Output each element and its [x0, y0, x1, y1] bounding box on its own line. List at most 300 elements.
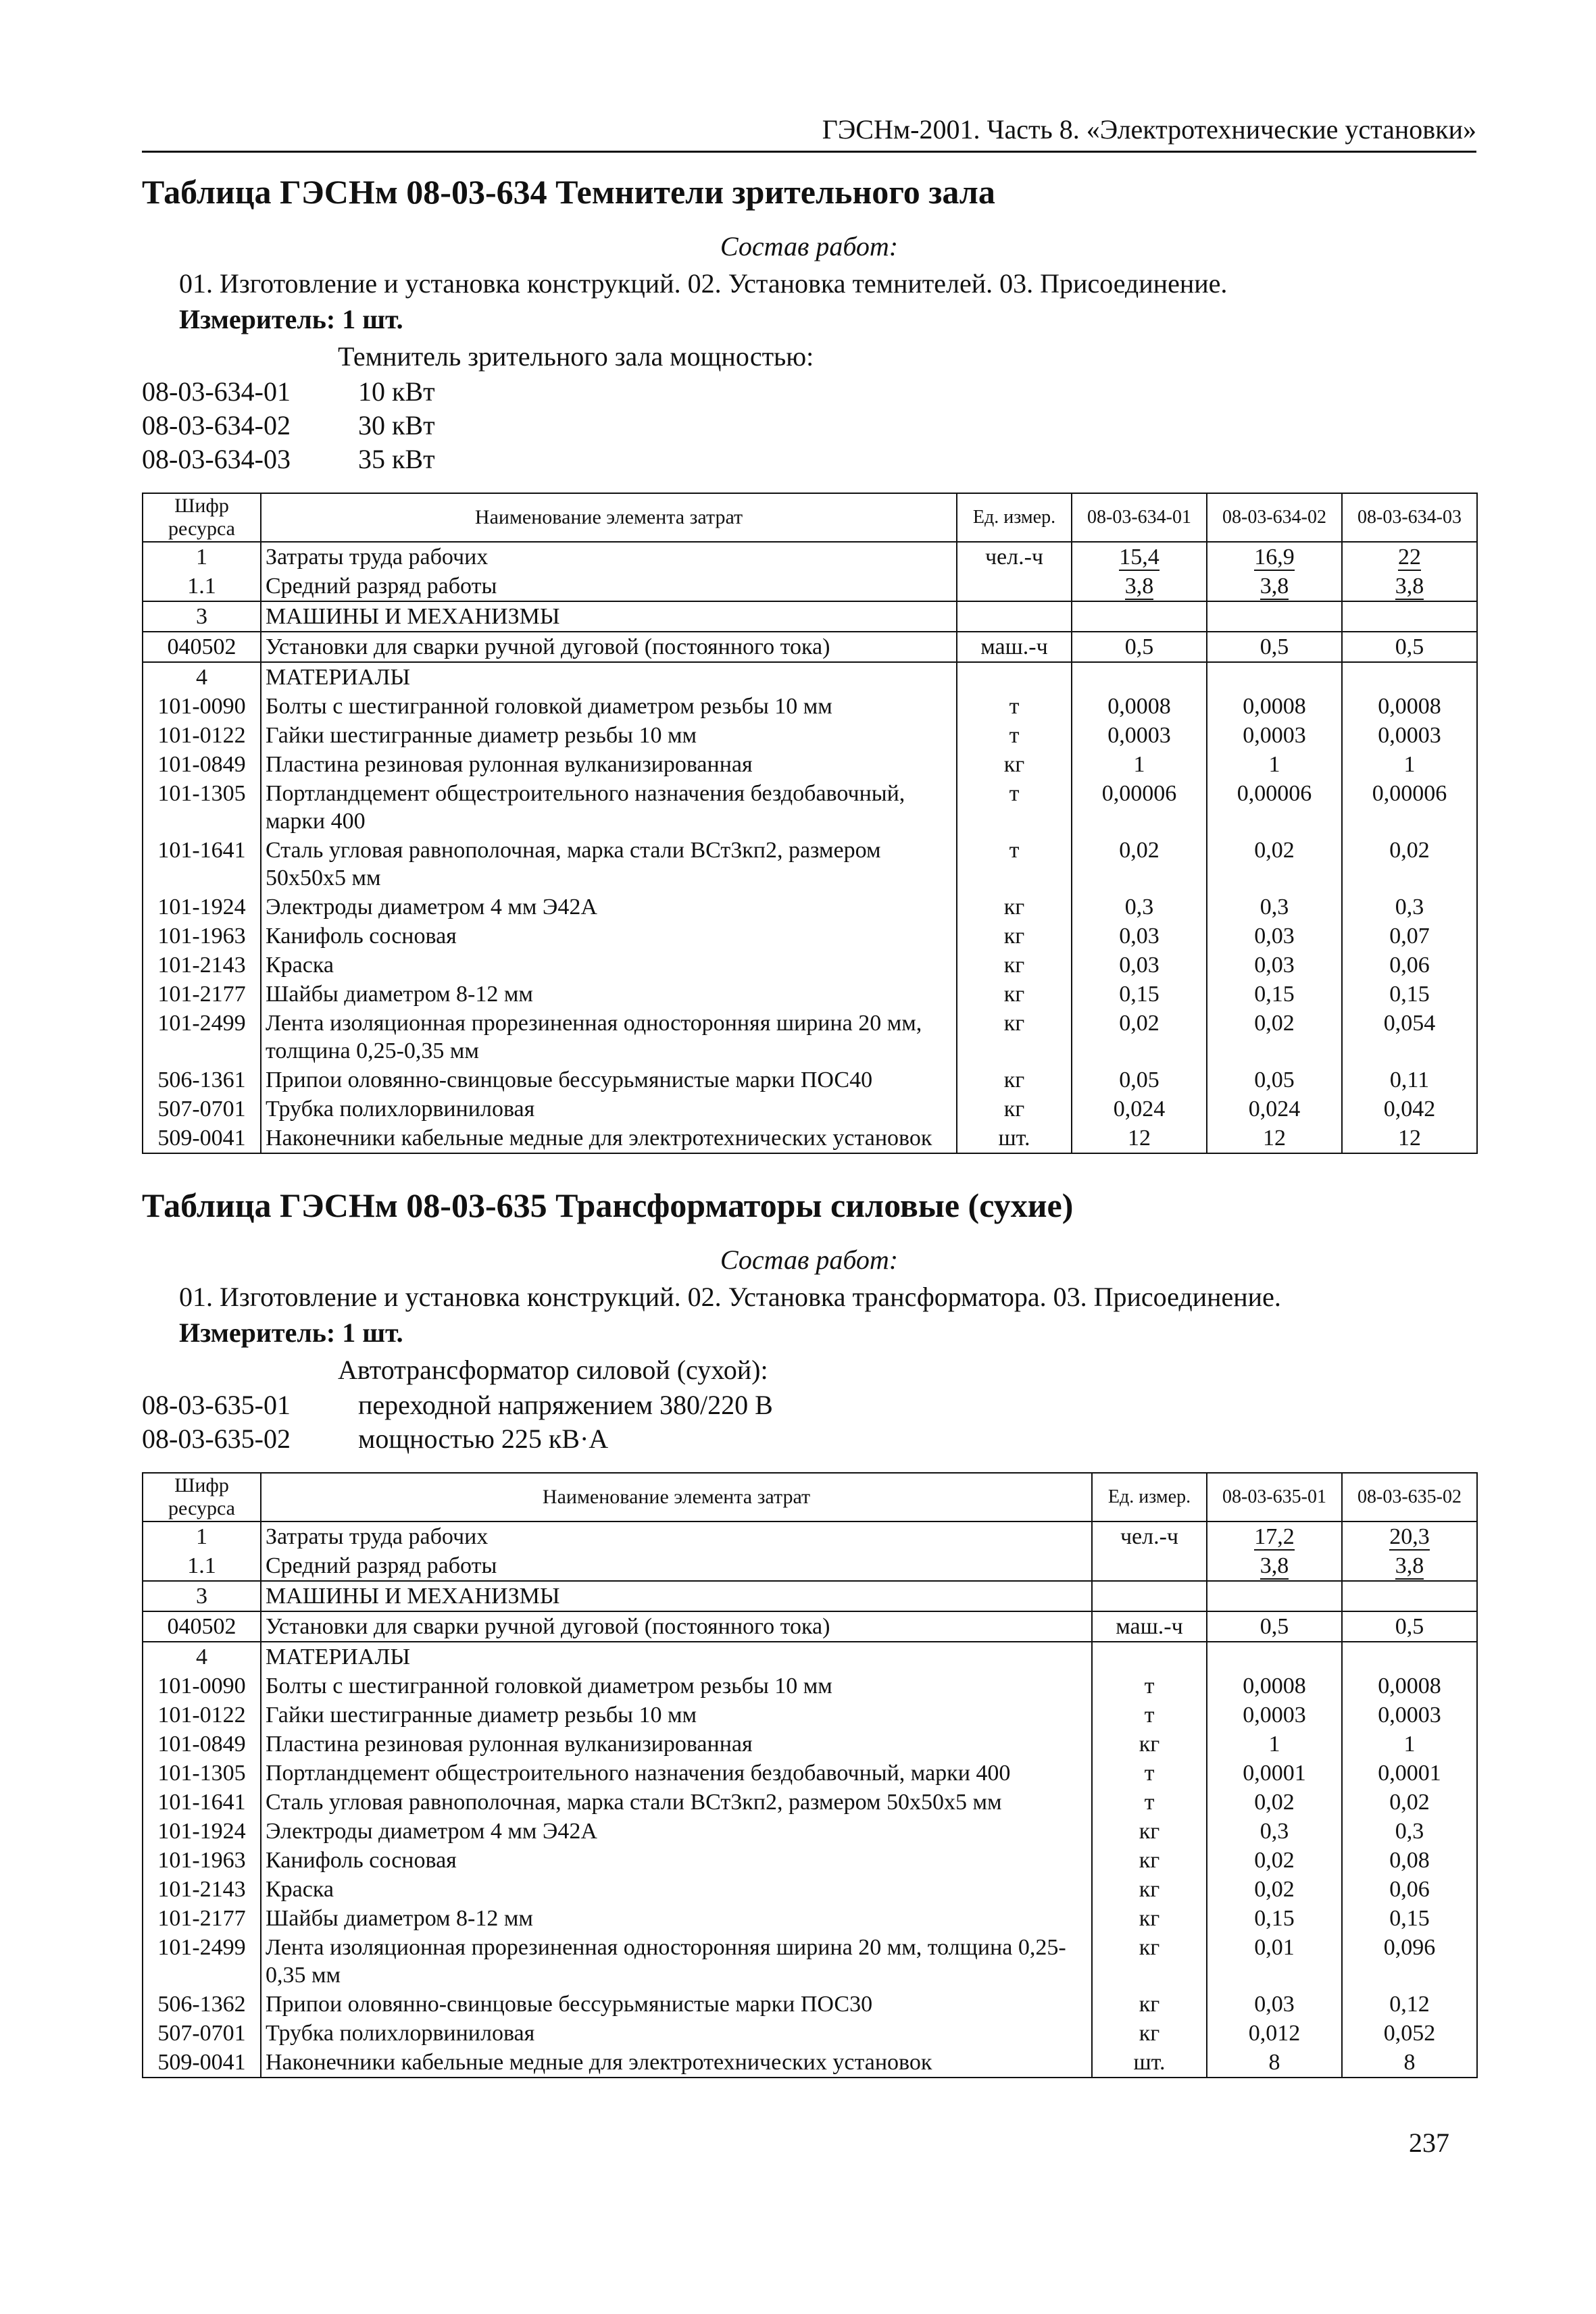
value-cell: [1207, 1671, 1342, 1701]
value-text: 0,02: [1254, 1877, 1295, 1902]
element-name: Средний разряд работы: [261, 1551, 1092, 1581]
table-row: [143, 1671, 1477, 1701]
table-row: [143, 892, 1477, 922]
resource-code: 101-2143: [143, 1875, 261, 1904]
value-text: 0,08: [1389, 1848, 1430, 1873]
value-cell: [1207, 721, 1342, 750]
work-composition-text: 01. Изготовление и установка конструкций. 02. Установка трансформатора. 03. Присоединение.: [179, 1282, 1281, 1312]
value-cell: [1342, 1642, 1477, 1671]
header-resource-code: Шифр ресурса: [143, 1473, 261, 1521]
table-row: [143, 980, 1477, 1009]
table-row: [143, 1846, 1477, 1875]
value-text: 1: [1133, 752, 1145, 777]
unit-cell: кг: [957, 922, 1072, 951]
unit-cell: кг: [957, 951, 1072, 980]
value-cell: [1072, 922, 1207, 951]
value-cell: [1342, 1611, 1477, 1642]
element-name: Средний разряд работы: [261, 572, 957, 601]
element-name: МАШИНЫ И МЕХАНИЗМЫ: [261, 1581, 1092, 1611]
variant-code: 08-03-634-01: [142, 376, 291, 407]
page-number: 237: [1409, 2128, 1449, 2158]
variant-description: мощностью 225 кВ·А: [358, 1424, 609, 1454]
element-name: Болты с шестигранной головкой диаметром резьбы 10 мм: [261, 692, 957, 721]
value-text: 3,8: [1260, 1553, 1289, 1578]
value-cell: [1207, 1611, 1342, 1642]
resource-code: 4: [143, 662, 261, 692]
value-text: 0,05: [1119, 1067, 1159, 1092]
table-row: [143, 1701, 1477, 1730]
table-row: [143, 1875, 1477, 1904]
resource-code: 509-0041: [143, 1124, 261, 1153]
value-cell: [1207, 1521, 1342, 1551]
value-text: 0,0003: [1378, 723, 1441, 748]
element-name: Припои оловянно-свинцовые бессурьмянистые марки ПОС40: [261, 1065, 957, 1095]
element-name: Трубка полихлорвиниловая: [261, 1095, 957, 1124]
value-text: 1: [1403, 1732, 1416, 1757]
element-name: Болты с шестигранной головкой диаметром резьбы 10 мм: [261, 1671, 1092, 1701]
variant-row: [142, 1388, 1476, 1422]
unit-cell: т: [957, 692, 1072, 721]
element-name: Пластина резиновая рулонная вулканизированная: [261, 750, 957, 779]
unit-cell: кг: [957, 1065, 1072, 1095]
value-cell: [1342, 662, 1477, 692]
value-cell: [1072, 779, 1207, 836]
value-cell: [1207, 1730, 1342, 1759]
header-norm-code: 08-03-635-01: [1207, 1473, 1342, 1521]
value-cell: [1072, 542, 1207, 572]
value-text: 0,11: [1389, 1067, 1430, 1092]
value-text: 0,15: [1389, 1906, 1430, 1931]
variants-list: [142, 375, 1476, 476]
unit-cell: т: [1092, 1759, 1207, 1788]
resource-code: 509-0041: [143, 2048, 261, 2078]
table-row: [143, 1817, 1477, 1846]
unit-cell: [957, 662, 1072, 692]
resource-code: 101-2177: [143, 1904, 261, 1933]
table-section-634: [142, 172, 1476, 1154]
unit-cell: т: [1092, 1788, 1207, 1817]
value-cell: [1207, 542, 1342, 572]
unit-cell: кг: [1092, 1817, 1207, 1846]
value-cell: [1342, 2048, 1477, 2078]
value-text: 0,0008: [1243, 694, 1306, 719]
element-name: Установки для сварки ручной дуговой (постоянного тока): [261, 632, 957, 662]
element-name: Гайки шестигранные диаметр резьбы 10 мм: [261, 1701, 1092, 1730]
value-cell: [1207, 692, 1342, 721]
value-text: 8: [1403, 2050, 1416, 2075]
header-norm-code: 08-03-635-02: [1342, 1473, 1477, 1521]
element-name: Лента изоляционная прорезиненная односторонняя ширина 20 мм, толщина 0,25-0,35 мм: [261, 1933, 1092, 1990]
unit-cell: кг: [957, 1095, 1072, 1124]
unit-cell: кг: [1092, 1846, 1207, 1875]
value-text: 0,02: [1254, 1011, 1295, 1036]
resource-code: 101-1641: [143, 1788, 261, 1817]
value-cell: [1342, 721, 1477, 750]
resource-code: 101-1305: [143, 1759, 261, 1788]
value-cell: [1342, 836, 1477, 892]
unit-cell: [957, 601, 1072, 632]
element-name: Шайбы диаметром 8-12 мм: [261, 1904, 1092, 1933]
value-cell: [1342, 542, 1477, 572]
unit-cell: т: [957, 836, 1072, 892]
table-title: Таблица ГЭСНм 08-03-634 Темнители зрительного зала: [142, 173, 995, 211]
resource-code: 506-1361: [143, 1065, 261, 1095]
value-text: 0,07: [1389, 924, 1430, 949]
element-name: Затраты труда рабочих: [261, 542, 957, 572]
value-text: 0,024: [1248, 1097, 1301, 1122]
unit-cell: маш.-ч: [1092, 1611, 1207, 1642]
value-cell: [1342, 750, 1477, 779]
value-text: 0,012: [1248, 2021, 1301, 2046]
resource-table: [142, 493, 1478, 1154]
value-text: 0,02: [1389, 1790, 1430, 1815]
value-text: 0,5: [1260, 1614, 1289, 1639]
value-cell: [1342, 1904, 1477, 1933]
table-row: [143, 692, 1477, 721]
table-row: [143, 1521, 1477, 1551]
resource-code: 507-0701: [143, 1095, 261, 1124]
resource-table: [142, 1472, 1478, 2078]
value-text: 0,02: [1254, 1848, 1295, 1873]
resource-code: 101-1924: [143, 1817, 261, 1846]
header-element-name: Наименование элемента затрат: [261, 493, 957, 542]
value-text: 0,3: [1395, 895, 1424, 920]
value-text: 3,8: [1124, 574, 1154, 599]
variants-list: [142, 1388, 1476, 1456]
unit-cell: [1092, 1551, 1207, 1581]
resource-code: 101-1305: [143, 779, 261, 836]
value-cell: [1072, 892, 1207, 922]
value-text: 0,3: [1124, 895, 1154, 920]
value-cell: [1342, 601, 1477, 632]
resource-code: 040502: [143, 632, 261, 662]
work-composition-label: Состав работ:: [720, 231, 899, 261]
resource-code: 101-2143: [143, 951, 261, 980]
value-text: 0,5: [1395, 1614, 1424, 1639]
unit-cell: кг: [957, 750, 1072, 779]
element-name: Портландцемент общестроительного назначения бездобавочный, марки 400: [261, 779, 957, 836]
table-row: [143, 779, 1477, 836]
value-cell: [1342, 1124, 1477, 1153]
resource-code: 101-1641: [143, 836, 261, 892]
value-text: 0,0003: [1378, 1703, 1441, 1728]
value-cell: [1342, 1065, 1477, 1095]
element-name: Канифоль сосновая: [261, 922, 957, 951]
value-text: 0,042: [1383, 1097, 1436, 1122]
value-cell: [1342, 1788, 1477, 1817]
value-cell: [1342, 1730, 1477, 1759]
unit-cell: т: [1092, 1701, 1207, 1730]
value-cell: [1072, 632, 1207, 662]
value-cell: [1342, 892, 1477, 922]
value-cell: [1207, 1065, 1342, 1095]
value-text: 0,5: [1260, 634, 1289, 659]
header-norm-code: 08-03-634-01: [1072, 493, 1207, 542]
value-cell: [1342, 1875, 1477, 1904]
value-cell: [1207, 662, 1342, 692]
table-row: [143, 1642, 1477, 1671]
value-text: 0,0001: [1378, 1761, 1441, 1786]
element-name: Трубка полихлорвиниловая: [261, 2019, 1092, 2048]
meter-label: Измеритель: 1 шт.: [179, 1317, 403, 1348]
resource-code: 4: [143, 1642, 261, 1671]
table-row: [143, 1009, 1477, 1065]
unit-cell: чел.-ч: [1092, 1521, 1207, 1551]
value-text: 0,0008: [1378, 694, 1441, 719]
value-cell: [1207, 1551, 1342, 1581]
element-name: Краска: [261, 951, 957, 980]
value-text: 0,03: [1254, 924, 1295, 949]
value-text: 0,02: [1119, 1011, 1159, 1036]
value-text: 0,0008: [1243, 1674, 1306, 1699]
element-name: Электроды диаметром 4 мм Э42А: [261, 892, 957, 922]
value-cell: [1342, 1990, 1477, 2019]
variants-intro: Темнитель зрительного зала мощностью:: [338, 341, 814, 372]
element-name: Шайбы диаметром 8-12 мм: [261, 980, 957, 1009]
value-text: 0,0008: [1378, 1674, 1441, 1699]
value-cell: [1207, 572, 1342, 601]
element-name: Затраты труда рабочих: [261, 1521, 1092, 1551]
variant-description: 35 кВт: [358, 444, 435, 474]
unit-cell: кг: [1092, 1904, 1207, 1933]
value-text: 0,03: [1254, 1992, 1295, 2017]
unit-cell: шт.: [957, 1124, 1072, 1153]
value-text: 12: [1128, 1126, 1151, 1151]
value-text: 16,9: [1254, 545, 1295, 570]
value-cell: [1342, 1581, 1477, 1611]
element-name: Краска: [261, 1875, 1092, 1904]
value-cell: [1207, 1581, 1342, 1611]
value-cell: [1207, 1642, 1342, 1671]
element-name: Сталь угловая равнополочная, марка стали ВСт3кп2, размером 50х50х5 мм: [261, 1788, 1092, 1817]
value-text: 20,3: [1389, 1524, 1430, 1549]
unit-cell: кг: [1092, 1933, 1207, 1990]
value-cell: [1207, 836, 1342, 892]
value-text: 0,15: [1389, 982, 1430, 1007]
value-cell: [1342, 1521, 1477, 1551]
value-cell: [1072, 572, 1207, 601]
table-row: [143, 1551, 1477, 1581]
value-text: 0,05: [1254, 1067, 1295, 1092]
table-row: [143, 2048, 1477, 2078]
value-text: 0,03: [1119, 953, 1159, 978]
value-text: 0,12: [1389, 1992, 1430, 2017]
unit-cell: [1092, 1581, 1207, 1611]
unit-cell: [957, 572, 1072, 601]
value-text: 0,03: [1254, 953, 1295, 978]
value-cell: [1207, 1933, 1342, 1990]
value-text: 12: [1398, 1126, 1421, 1151]
value-cell: [1072, 601, 1207, 632]
value-text: 0,3: [1260, 1819, 1289, 1844]
resource-code: 101-0849: [143, 750, 261, 779]
value-cell: [1342, 1095, 1477, 1124]
value-cell: [1072, 721, 1207, 750]
value-cell: [1342, 1759, 1477, 1788]
table-row: [143, 1904, 1477, 1933]
element-name: Установки для сварки ручной дуговой (постоянного тока): [261, 1611, 1092, 1642]
table-row: [143, 1065, 1477, 1095]
unit-cell: кг: [1092, 1990, 1207, 2019]
unit-cell: кг: [957, 892, 1072, 922]
value-cell: [1207, 2048, 1342, 2078]
variant-code: 08-03-634-02: [142, 410, 291, 441]
element-name: Наконечники кабельные медные для электротехнических установок: [261, 1124, 957, 1153]
unit-cell: кг: [1092, 1875, 1207, 1904]
value-text: 0,024: [1113, 1097, 1166, 1122]
value-cell: [1207, 892, 1342, 922]
table-row: [143, 1611, 1477, 1642]
value-cell: [1072, 951, 1207, 980]
value-cell: [1207, 1095, 1342, 1124]
value-cell: [1207, 1846, 1342, 1875]
value-cell: [1072, 1009, 1207, 1065]
resource-code: 1: [143, 542, 261, 572]
header-unit: Ед. измер.: [1092, 1473, 1207, 1521]
value-text: 0,054: [1383, 1011, 1436, 1036]
value-text: 0,15: [1119, 982, 1159, 1007]
value-text: 0,02: [1389, 838, 1430, 863]
value-cell: [1207, 980, 1342, 1009]
unit-cell: шт.: [1092, 2048, 1207, 2078]
value-cell: [1342, 1551, 1477, 1581]
variant-row: [142, 409, 1476, 443]
value-text: 3,8: [1260, 574, 1289, 599]
element-name: Канифоль сосновая: [261, 1846, 1092, 1875]
resource-code: 040502: [143, 1611, 261, 1642]
value-text: 0,5: [1395, 634, 1424, 659]
value-text: 0,02: [1254, 1790, 1295, 1815]
value-cell: [1207, 601, 1342, 632]
resource-code: 101-2177: [143, 980, 261, 1009]
unit-cell: т: [957, 721, 1072, 750]
table-row: [143, 836, 1477, 892]
element-name: Пластина резиновая рулонная вулканизированная: [261, 1730, 1092, 1759]
table-row: [143, 922, 1477, 951]
value-text: 1: [1403, 752, 1416, 777]
value-cell: [1207, 1124, 1342, 1153]
value-cell: [1342, 922, 1477, 951]
element-name: Электроды диаметром 4 мм Э42А: [261, 1817, 1092, 1846]
value-text: 0,01: [1254, 1935, 1295, 1960]
value-cell: [1072, 692, 1207, 721]
value-cell: [1072, 836, 1207, 892]
element-name: Лента изоляционная прорезиненная односторонняя ширина 20 мм, толщина 0,25-0,35 мм: [261, 1009, 957, 1065]
variant-code: 08-03-635-02: [142, 1424, 291, 1454]
value-text: 0,06: [1389, 1877, 1430, 1902]
unit-cell: кг: [1092, 1730, 1207, 1759]
value-cell: [1342, 632, 1477, 662]
table-row: [143, 1730, 1477, 1759]
unit-cell: чел.-ч: [957, 542, 1072, 572]
value-cell: [1072, 662, 1207, 692]
element-name: МАТЕРИАЛЫ: [261, 662, 957, 692]
header-norm-code: 08-03-634-02: [1207, 493, 1342, 542]
value-text: 3,8: [1395, 574, 1424, 599]
variant-row: [142, 443, 1476, 476]
resource-code: 506-1362: [143, 1990, 261, 2019]
element-name: Гайки шестигранные диаметр резьбы 10 мм: [261, 721, 957, 750]
work-composition-text: 01. Изготовление и установка конструкций. 02. Установка темнителей. 03. Присоединение.: [179, 268, 1228, 299]
value-cell: [1342, 1009, 1477, 1065]
value-text: 0,052: [1383, 2021, 1436, 2046]
page-header: ГЭСНм-2001. Часть 8. «Электротехнические установки»: [142, 114, 1476, 153]
table-section-635: [142, 1186, 1476, 2078]
variant-description: 10 кВт: [358, 376, 435, 407]
value-text: 15,4: [1119, 545, 1159, 570]
value-cell: [1072, 1095, 1207, 1124]
value-cell: [1342, 692, 1477, 721]
value-text: 0,096: [1383, 1935, 1436, 1960]
table-row: [143, 1124, 1477, 1153]
value-text: 0,3: [1395, 1819, 1424, 1844]
resource-code: 3: [143, 1581, 261, 1611]
table-row: [143, 1933, 1477, 1990]
value-text: 0,03: [1119, 924, 1159, 949]
unit-cell: маш.-ч: [957, 632, 1072, 662]
value-cell: [1207, 632, 1342, 662]
value-cell: [1342, 779, 1477, 836]
table-row: [143, 1990, 1477, 2019]
table-title: Таблица ГЭСНм 08-03-635 Трансформаторы силовые (сухие): [142, 1186, 1074, 1224]
value-cell: [1207, 750, 1342, 779]
value-text: 0,0008: [1107, 694, 1171, 719]
table-row: [143, 542, 1477, 572]
unit-cell: т: [957, 779, 1072, 836]
value-cell: [1207, 1701, 1342, 1730]
value-cell: [1207, 779, 1342, 836]
value-text: 0,00006: [1372, 781, 1447, 806]
table-row: [143, 601, 1477, 632]
table-row: [143, 1788, 1477, 1817]
value-cell: [1072, 980, 1207, 1009]
table-row: [143, 1581, 1477, 1611]
element-name: Портландцемент общестроительного назначения бездобавочный, марки 400: [261, 1759, 1092, 1788]
value-cell: [1342, 572, 1477, 601]
variants-intro: Автотрансформатор силовой (сухой):: [338, 1355, 768, 1385]
resource-code: 101-1963: [143, 922, 261, 951]
value-text: 17,2: [1254, 1524, 1295, 1549]
resource-code: 1: [143, 1521, 261, 1551]
value-cell: [1207, 1009, 1342, 1065]
work-composition-label: Состав работ:: [720, 1244, 899, 1275]
value-text: 0,00006: [1237, 781, 1312, 806]
value-text: 8: [1268, 2050, 1280, 2075]
value-text: 0,06: [1389, 953, 1430, 978]
header-norm-code: 08-03-634-03: [1342, 493, 1477, 542]
element-name: МАТЕРИАЛЫ: [261, 1642, 1092, 1671]
value-text: 0,0003: [1243, 1703, 1306, 1728]
value-cell: [1342, 1933, 1477, 1990]
resource-code: 101-1924: [143, 892, 261, 922]
resource-code: 101-1963: [143, 1846, 261, 1875]
value-cell: [1342, 2019, 1477, 2048]
table-row: [143, 662, 1477, 692]
meter-label: Измеритель: 1 шт.: [179, 304, 403, 334]
value-text: 0,0003: [1107, 723, 1171, 748]
unit-cell: кг: [1092, 2019, 1207, 2048]
table-row: [143, 721, 1477, 750]
value-text: 0,3: [1260, 895, 1289, 920]
unit-cell: [1092, 1642, 1207, 1671]
header-unit: Ед. измер.: [957, 493, 1072, 542]
resource-code: 101-2499: [143, 1933, 261, 1990]
value-cell: [1342, 1701, 1477, 1730]
resource-code: 1.1: [143, 572, 261, 601]
value-text: 0,0001: [1243, 1761, 1306, 1786]
resource-code: 3: [143, 601, 261, 632]
variant-row: [142, 1422, 1476, 1456]
